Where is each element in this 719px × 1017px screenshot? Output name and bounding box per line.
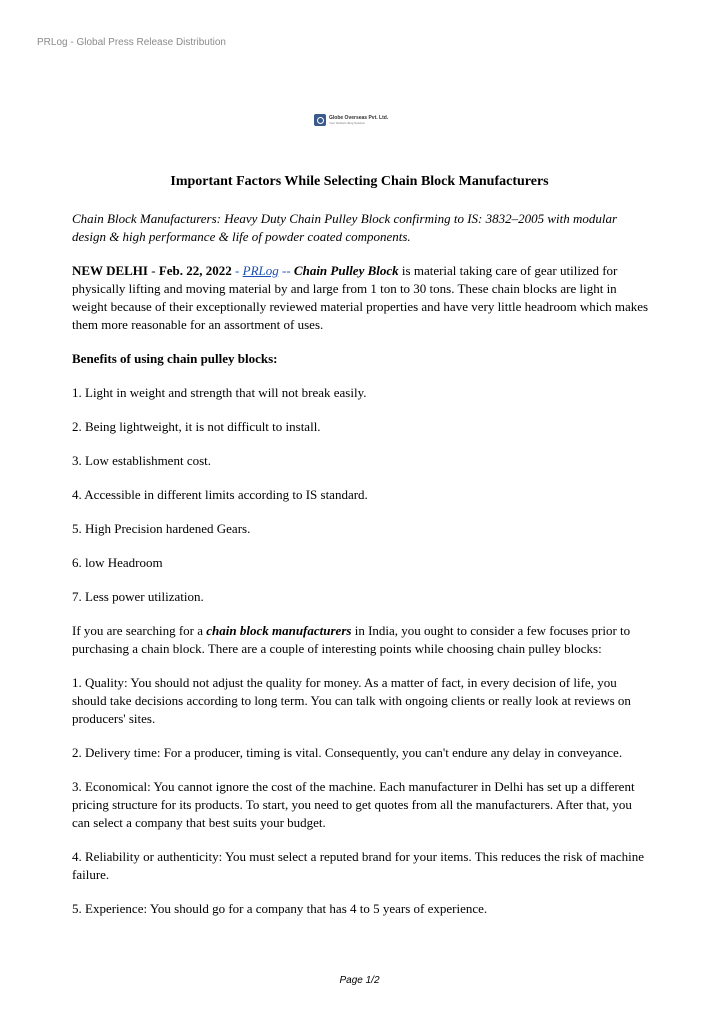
benefits-heading: Benefits of using chain pulley blocks:	[72, 351, 278, 366]
factor-item: 4. Reliability or authenticity: You must select a reputed brand for your items. This reduces the risk of machine failure.	[72, 849, 644, 882]
benefit-item: 6. low Headroom	[72, 555, 163, 570]
dateline-sep: -	[231, 263, 243, 278]
press-release-body	[72, 210, 652, 934]
factor-item: 1. Quality: You should not adjust the quality for money. As a matter of fact, in every decision of life, you should take decisions according to long term. You can talk with ongoing clients or really look at reviews on producers' sites.	[72, 675, 631, 726]
benefit-item: 3. Low establishment cost.	[72, 453, 212, 468]
globe-logo-icon	[314, 114, 326, 126]
site-header: PRLog - Global Press Release Distribution	[37, 37, 226, 48]
lead-text: is material taking care of gear utilized for physically lifting and moving material by and large from 1 ton to 30 tons. These chain blocks are light in weight because of their exceptionally reviewed material properties and have very little headroom which makes them more reasonable for an assortment of uses.	[72, 263, 649, 332]
lead-paragraph	[72, 262, 652, 334]
benefit-item: 5. High Precision hardened Gears.	[72, 521, 251, 536]
factor-item: 2. Delivery time: For a producer, timing is vital. Consequently, you can't endure any delay in conveyance.	[72, 745, 623, 760]
benefit-item: 7. Less power utilization.	[72, 589, 204, 604]
press-release-title: Important Factors While Selecting Chain Block Manufacturers	[170, 174, 549, 189]
dateline-location: NEW DELHI	[72, 263, 148, 278]
benefit-item: 1. Light in weight and strength that will not break easily.	[72, 385, 367, 400]
benefit-item: 2. Being lightweight, it is not difficult to install.	[72, 419, 321, 434]
lead-keyword: Chain Pulley Block	[293, 263, 399, 278]
dateline-sep: -	[147, 263, 159, 278]
summary: Chain Block Manufacturers: Heavy Duty Chain Pulley Block confirming to IS: 3832–2005 with modular design & high performance & life of powder coated components.	[72, 211, 618, 244]
logo-name: Globe Overseas Pvt. Ltd.	[329, 114, 389, 121]
logo-tagline: Your Global Lifting Solution	[329, 120, 366, 125]
dateline-sep: --	[278, 263, 294, 278]
page-number: Page 1/2	[339, 975, 380, 986]
benefit-item: 4. Accessible in different limits according to IS standard.	[72, 487, 368, 502]
factor-item: 5. Experience: You should go for a company that has 4 to 5 years of experience.	[72, 901, 488, 916]
prlog-link[interactable]: PRLog	[242, 263, 279, 278]
search-paragraph	[72, 622, 652, 658]
search-text: If you are searching for a	[72, 623, 207, 638]
dateline-date: Feb. 22, 2022	[158, 263, 232, 278]
search-keyword: chain block manufacturers	[206, 623, 352, 638]
search-text: in India, you ought to consider a few focuses prior to purchasing a chain block. There are a couple of interesting points while choosing chain pulley blocks:	[72, 623, 631, 656]
factor-item: 3. Economical: You cannot ignore the cost of the machine. Each manufacturer in Delhi has set up a different pricing structure for its products. To start, you need to get quotes from all the manufacturers. After that, you can select a company that best suits your budget.	[72, 779, 635, 830]
company-logo	[314, 113, 389, 127]
